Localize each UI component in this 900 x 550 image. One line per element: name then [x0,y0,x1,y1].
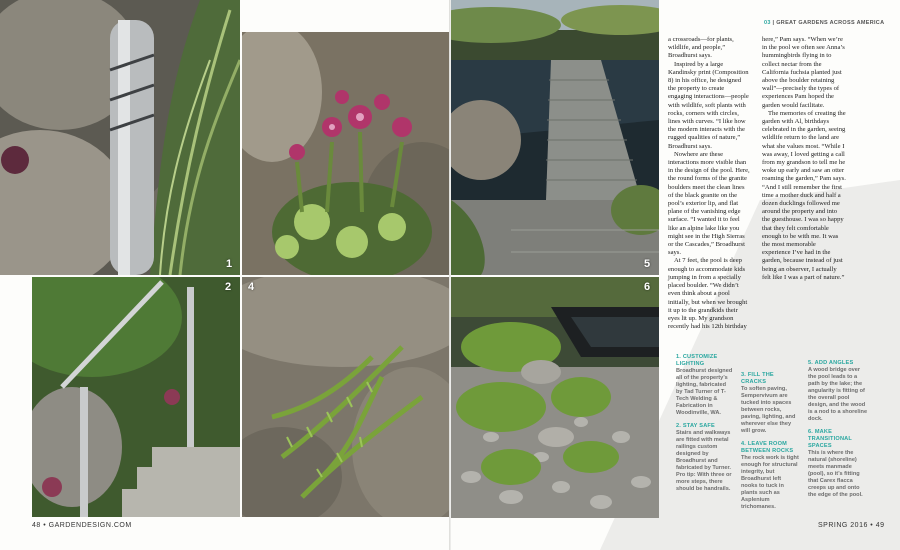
running-head: 03 | GREAT GARDENS ACROSS AMERICA [764,20,885,26]
left-folio: 48 • GARDENDESIGN.COM [32,522,132,529]
tip-make-transitional-spaces: 6. MAKE TRANSITIONAL SPACES This is where the natural (shoreline) meets manmade (pool), so it’s fitting that Carex flacca creeps up and onto the edge of the pool. [808,429,863,498]
photo-number-2: 2 [225,281,232,293]
photo-number-6: 6 [644,281,651,293]
photo-stair-railing [32,277,240,517]
photo-sempervivum [242,32,449,275]
body-column-1 [668,36,750,331]
photo-number-1: 1 [226,258,233,270]
tip-fill-the-cracks: 3. FILL THE CRACKS To soften paving, Sempervivum are tucked into spaces between rocks, paving, lighting, and wherever else they will grow. [741,372,796,434]
body-paragraph: At 7 feet, the pool is deep enough to accommodate kids jumping in from a specially placed boulder. “We didn’t even think about a pool initially, but when we brought it up to the grandkids their eyes lit up. My grandson recently had his 12th birthday [668,257,748,331]
tip-add-angles: 5. ADD ANGLES A wood bridge over the pool leads to a path by the lake; the angularity is fitting of the overall pool design, and the wood is a nod to a shoreline dock. [808,360,868,422]
body-paragraph: Inspired by a large Kandinsky print (Composition 8) in his office, he designed the property to create engaging interactions—people with wildlife, soft plants with rocks, corners with circles, lines with curves. “I like how the modern interacts with the rugged qualities of nature,” Broadhurst says. [668,60,749,150]
tips-column-1 [676,354,734,499]
photo-ferns [242,277,449,517]
body-paragraph: Nowhere are these interactions more visible than in the design of the pool. Here, the round forms of the granite boulders meet the clean lines of the black granite on the pool’s exterior lip, and flat plane of the vanishing edge surface. “I wanted it to feel like an alpine lake like you might see in the High Sierras or the Cascades,” Broadhurst says. [668,150,750,257]
photo-bollard-light [0,0,240,275]
tip-customize-lighting: 1. CUSTOMIZE LIGHTING Broadhurst designed all of the property’s lighting, fabricated by Tad Turner of T-Tech Welding & Fabrication in Woodinville, WA. [676,354,733,416]
tips-column-2 [741,372,799,517]
right-folio: SPRING 2016 • 49 [818,522,885,529]
body-paragraph: here,” Pam says. “When we’re in the pool we often see Anna’s hummingbirds flying in to collect nectar from the California fuchsia planted just above the boulder retaining wall”—precisely the types of experiences Pam hoped the garden would facilitate. [762,36,845,109]
photo-carex-pool-edge [451,277,659,518]
photo-number-5: 5 [644,258,651,270]
photo-pool-bridge [451,0,659,275]
running-head-title: GREAT GARDENS ACROSS AMERICA [776,20,885,26]
body-column-2 [762,36,846,282]
body-paragraph: a crossroads—for plants, wildlife, and people,” Broadhurst says. [668,36,734,60]
tip-leave-room-between-rocks: 4. LEAVE ROOM BETWEEN ROCKS The rock work is tight enough for structural integrity, but Broadhurst left nooks to tuck in plants such as Asplenium trichomanes. [741,441,799,510]
tip-stay-safe: 2. STAY SAFE Stairs and walkways are fitted with metal railings custom designed by Broadhurst and fabricated by Turner. Pro tip: With three or more steps, there should be handrails. [676,423,732,492]
body-paragraph: The memories of creating the garden with Al, birthdays celebrated in the garden, seeing wildlife return to the land are what she values most. “While I was away, I loved getting a call from my grandson to tell me he woke up early and saw an otter roaming the garden,” Pam says. “And I still remember the first time a mother duck and half a dozen ducklings followed me around the property and into the guesthouse. I was so happy that they felt comfortable enough to be with me. It was the most memorable experience I’ve had in the garden, because instead of just being an observer, I actually felt like I was a part of nature.” [762,109,846,281]
running-head-section: 03 [764,20,771,26]
photo-number-4: 4 [248,281,255,293]
tips-column-3 [808,360,868,505]
